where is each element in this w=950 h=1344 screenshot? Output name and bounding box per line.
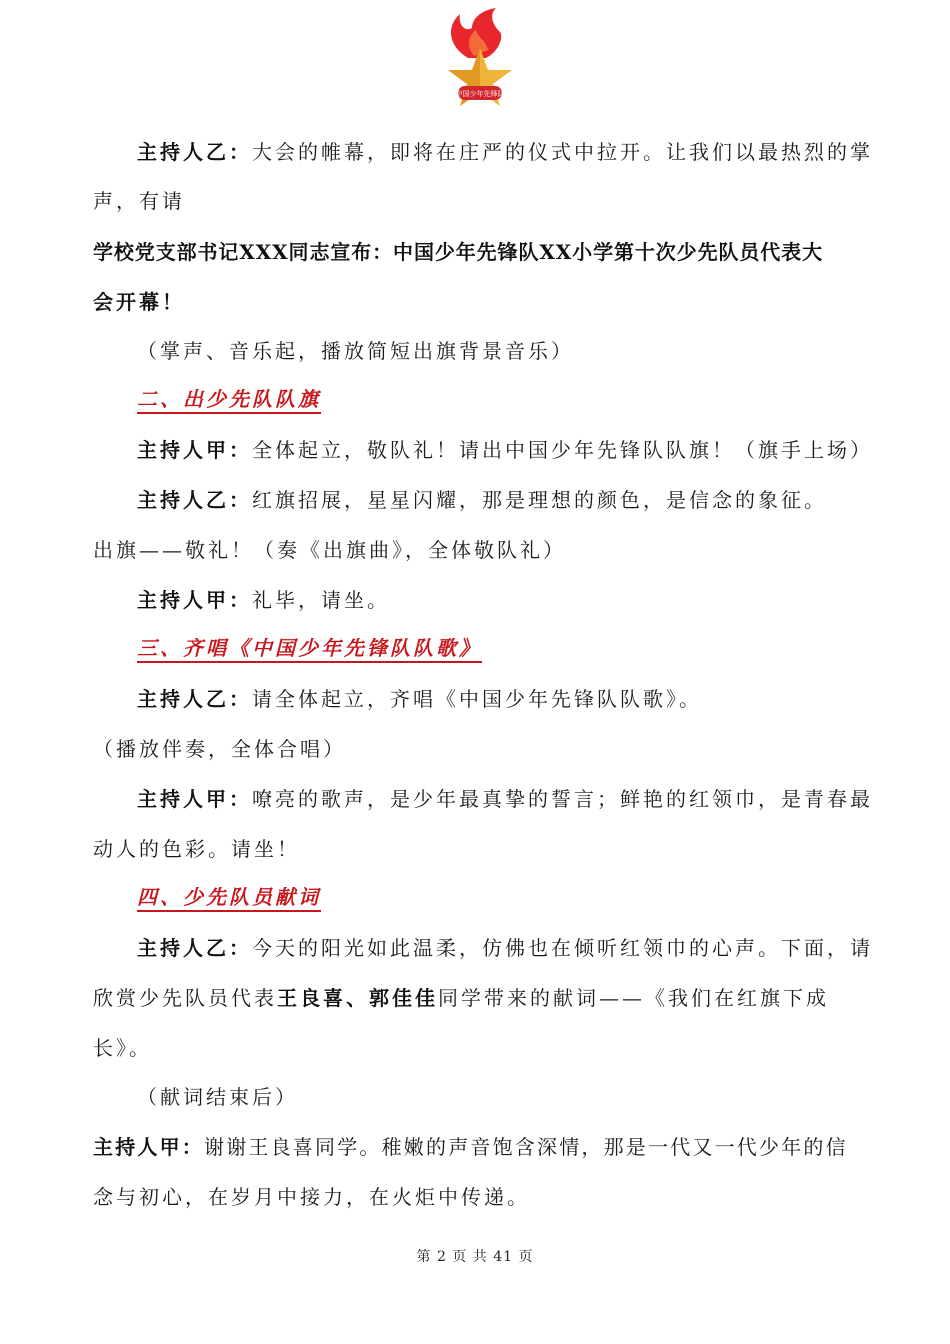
section-heading: [137, 634, 482, 662]
young-pioneers-badge-icon: [438, 6, 522, 114]
badge-text: 中国少年先锋队: [455, 90, 505, 98]
paragraph-line: [93, 984, 829, 1012]
paragraph-line: 出旗——敬礼！（奏《出旗曲》，全体敬队礼）: [93, 538, 566, 562]
stage-direction: （播放伴奏，全体合唱）: [93, 737, 346, 761]
line-text: 嘹亮的歌声，是少年最真挚的誓言；鲜艳的红领巾，是青春最: [252, 787, 873, 811]
speaker-label: 主持人甲：: [93, 1135, 204, 1159]
stage-direction: （献词结束后）: [137, 1085, 298, 1109]
speaker-label: 主持人甲：: [137, 588, 252, 612]
section-heading-text: 四、少先队员献词: [137, 885, 321, 912]
paragraph-line: 长》。: [93, 1036, 152, 1060]
line-text: 红旗招展，星星闪耀，那是理想的颜色，是信念的象征。: [252, 488, 827, 512]
speaker-label: 主持人乙：: [137, 488, 252, 512]
paragraph-line: [137, 436, 873, 464]
section-heading: [137, 385, 321, 413]
paragraph-line: [137, 586, 390, 614]
speaker-label: 主持人乙：: [137, 140, 252, 164]
speaker-label: 主持人乙：: [137, 936, 252, 960]
paragraph-line: 声，有请: [93, 189, 185, 213]
line-text: 礼毕，请坐。: [252, 588, 390, 612]
paragraph-line: [137, 934, 873, 962]
paragraph-line: [137, 486, 827, 514]
line-text: 今天的阳光如此温柔，仿佛也在倾听红领巾的心声。下面，请: [252, 936, 873, 960]
announcement-line: 会开幕！: [93, 290, 185, 314]
paragraph-line: [137, 785, 873, 813]
paragraph-line: [137, 685, 702, 713]
line-text: 同学带来的献词——《我们在红旗下成: [438, 986, 829, 1010]
speaker-label: 主持人乙：: [137, 687, 252, 711]
section-heading-text: 二、出少先队队旗: [137, 387, 321, 414]
line-text: 大会的帷幕，即将在庄严的仪式中拉开。让我们以最热烈的掌: [252, 140, 873, 164]
speaker-label: 主持人甲：: [137, 787, 252, 811]
section-heading-text: 三、齐唱《中国少年先锋队队歌》: [137, 636, 482, 663]
paragraph-line: [137, 138, 873, 166]
speaker-label: 主持人甲：: [137, 438, 252, 462]
line-text: 欣赏少先队员代表: [93, 986, 277, 1010]
announcement-line: 学校党支部书记XXX同志宣布：中国少年先锋队XX小学第十次少先队员代表大: [93, 240, 823, 264]
page-footer: 第 2 页 共 41 页: [416, 1249, 534, 1265]
paragraph-line: 念与初心，在岁月中接力，在火炬中传递。: [93, 1185, 530, 1209]
line-text: 全体起立，敬队礼！请出中国少年先锋队队旗！（旗手上场）: [252, 438, 873, 462]
line-text: 请全体起立，齐唱《中国少年先锋队队歌》。: [252, 687, 702, 711]
performer-names: 王良喜、郭佳佳: [277, 986, 438, 1010]
paragraph-line: [93, 1133, 848, 1161]
line-text: 谢谢王良喜同学。稚嫩的声音饱含深情，那是一代又一代少年的信: [204, 1135, 848, 1159]
stage-direction: （掌声、音乐起，播放简短出旗背景音乐）: [137, 339, 574, 363]
section-heading: [137, 883, 321, 911]
paragraph-line: 动人的色彩。请坐！: [93, 837, 300, 861]
